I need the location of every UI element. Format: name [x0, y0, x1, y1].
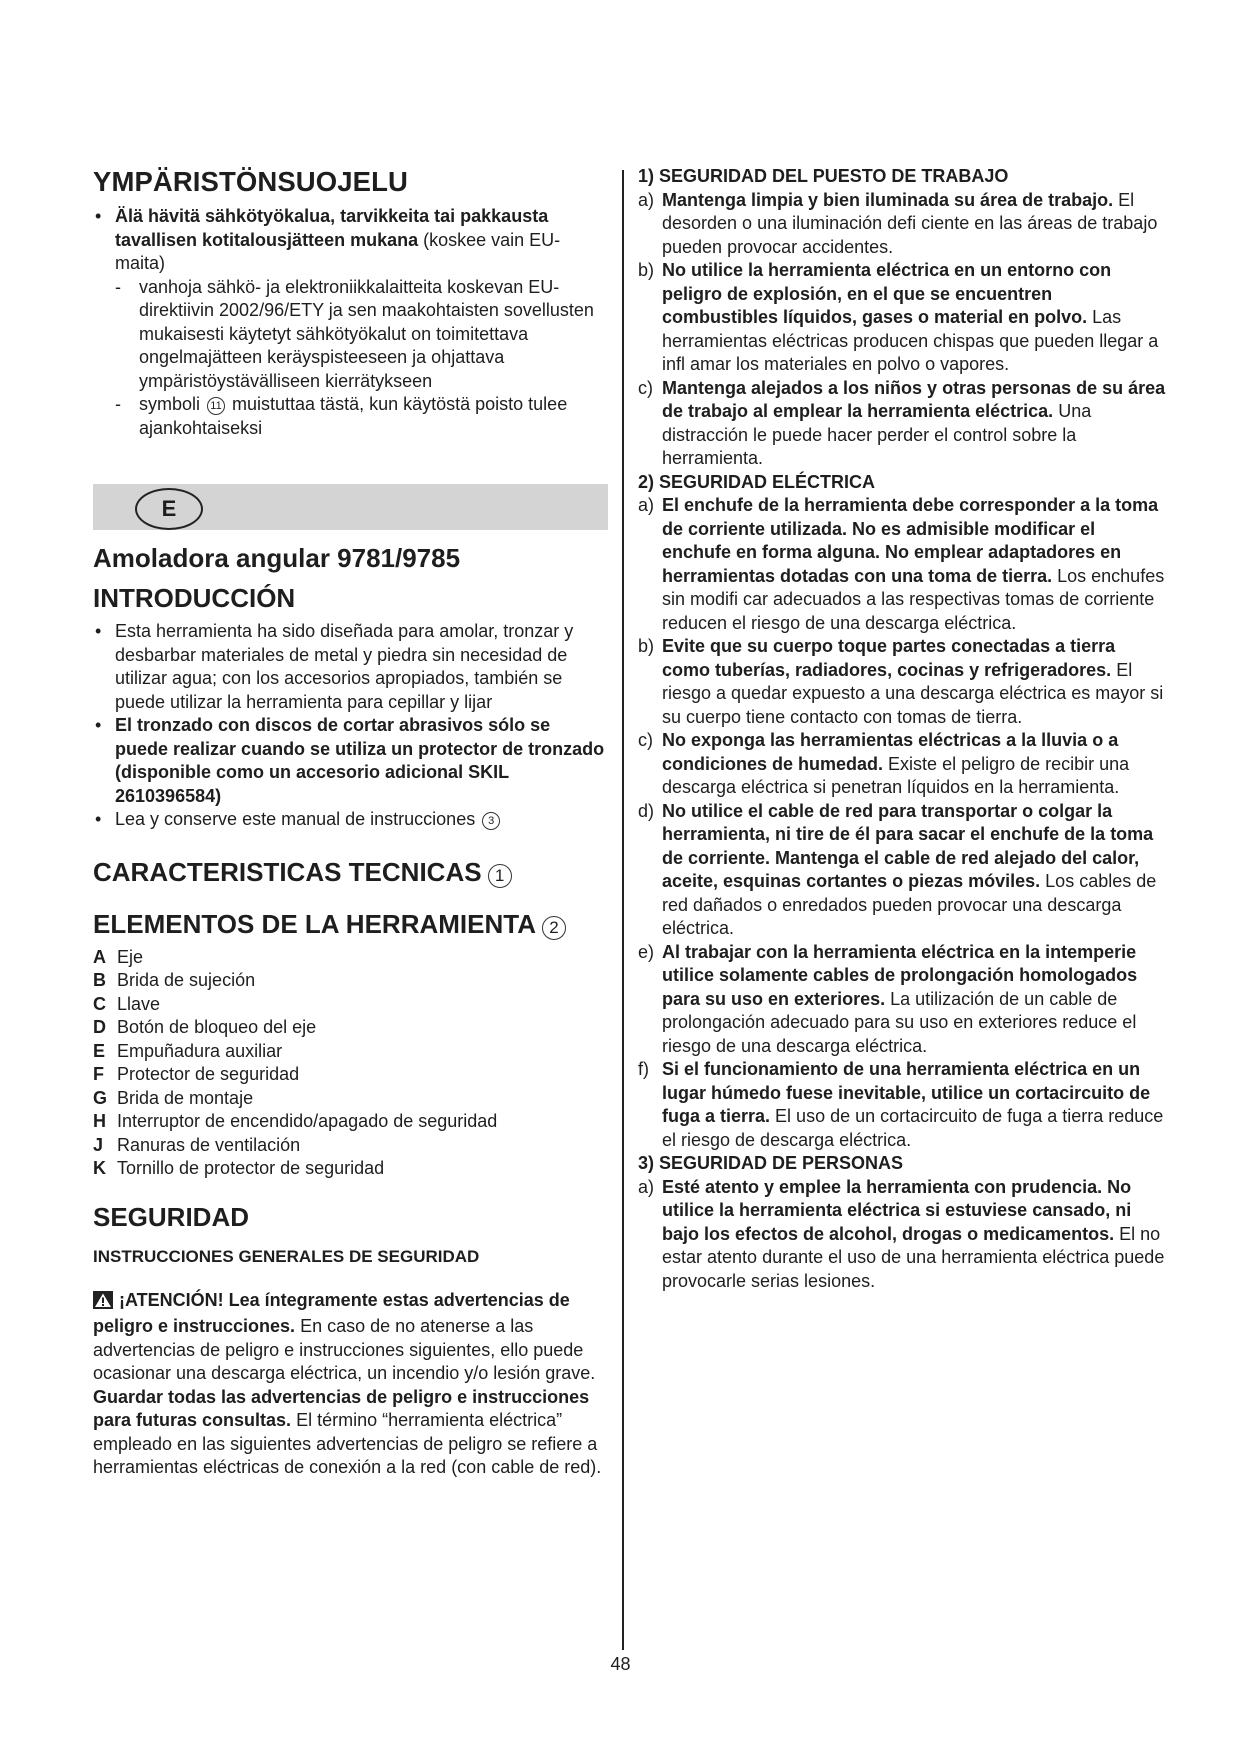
circled-number-icon: 1	[488, 864, 512, 888]
general-safety-heading: INSTRUCCIONES GENERALES DE SEGURIDAD	[93, 1246, 480, 1266]
list-item: G Brida de montaje	[93, 1087, 254, 1108]
column-divider	[622, 170, 624, 1650]
fi-dash-2	[93, 393, 608, 440]
fi-bullet-normal: (koskee vain EU-maita)	[115, 229, 561, 273]
intro-bullet-3-text: Lea y conserve este manual de instrucciones	[115, 809, 481, 829]
tech-heading	[93, 856, 608, 888]
parts-list	[93, 946, 608, 1181]
list-item: c) No exponga las herramientas eléctricas a la lluvia o a condiciones de humedad. Existe el peligro de recibir una descarga eléctrica si penetran líquidos en la herramienta.	[638, 730, 1130, 797]
attention-bold-2: Guardar todas las advertencias de peligro e instrucciones para futuras consultas.	[93, 1386, 590, 1430]
intro-bullet-3	[93, 808, 608, 832]
list-item: K Tornillo de protector de seguridad	[93, 1158, 385, 1178]
language-code-badge: E	[135, 488, 203, 530]
intro-heading: INTRODUCCIÓN	[93, 583, 296, 613]
product-title: Amoladora angular 9781/9785	[93, 543, 461, 573]
dash-mark: -	[115, 276, 121, 297]
language-bar	[93, 484, 608, 530]
bullet-dot: •	[95, 809, 102, 829]
intro-bullet-1	[93, 620, 608, 714]
fi-dash-2-b: muistuttaa tästä, kun käytöstä poisto tulee ajankohtaiseksi	[139, 394, 568, 438]
left-column	[93, 165, 608, 1480]
attention-paragraph	[93, 1289, 608, 1480]
section-heading-2: 2) SEGURIDAD ELÉCTRICA	[638, 471, 876, 492]
fi-dash-2-a: symboli	[139, 394, 206, 414]
list-item: C Llave	[93, 993, 161, 1014]
list-item: B Brida de sujeción	[93, 970, 256, 990]
circled-number-icon: 2	[542, 916, 566, 940]
list-item: c) Mantenga alejados a los niños y otras personas de su área de trabajo al emplear la herramienta eléctrica. Una distracción le puede hacer perder el control sobre la herramienta.	[638, 377, 1166, 468]
list-item: e) Al trabajar con la herramienta eléctrica en la intemperie utilice solamente cables de prolongación homologados para su uso en exteriores. La utilización de un cable de prolongación adecuado para su uso en exteriores reduce el riesgo de una descarga eléctrica.	[638, 941, 1138, 1056]
section-heading-1: 1) SEGURIDAD DEL PUESTO DE TRABAJO	[638, 166, 1009, 186]
circled-number-icon: 3	[482, 812, 500, 830]
list-item: E Empuñadura auxiliar	[93, 1040, 283, 1061]
elements-heading	[93, 908, 608, 940]
tech-heading-text: CARACTERISTICAS TECNICAS	[93, 856, 482, 887]
list-item: D Botón de bloqueo del eje	[93, 1017, 317, 1037]
warning-icon	[93, 1291, 113, 1316]
bullet-dot: •	[95, 206, 102, 226]
page-number: 48	[610, 1654, 631, 1674]
fi-bullet	[93, 205, 608, 276]
list-item: A Eje	[93, 946, 144, 967]
dash-mark: -	[115, 394, 121, 414]
fi-heading: YMPÄRISTÖNSUOJELU	[93, 166, 408, 197]
list-item: b) No utilice la herramienta eléctrica en un entorno con peligro de explosión, en el que se encuentren combustibles líquidos, gases o material en polvo. Las herramientas eléctricas producen chispas que pueden llegar a infl amar los materiales en polvo o vapores.	[638, 260, 1159, 374]
list-item: b) Evite que su cuerpo toque partes conectadas a tierra como tuberías, radiadores, cocinas y refrigeradores. El riesgo a quedar expuesto a una descarga eléctrica es mayor si su cuerpo tiene contacto con tomas de tierra.	[638, 636, 1164, 727]
safety-heading: SEGURIDAD	[93, 1201, 250, 1232]
circled-number-icon: 11	[207, 397, 225, 415]
attention-normal-1: En caso de no atenerse a las advertencias de peligro e instrucciones siguientes, ello puede ocasionar una descarga eléctrica, un incendio y/o lesión grave.	[93, 1316, 596, 1383]
bullet-dot: •	[95, 715, 102, 735]
list-item: a) Esté atento y emplee la herramienta con prudencia. No utilice la herramienta eléctrica si estuviese cansado, ni bajo los efectos de alcohol, drogas o medicamentos. El no estar atento durante el uso de una herramienta eléctrica puede provocarle serias lesiones.	[638, 1176, 1165, 1291]
list-item: J Ranuras de ventilación	[93, 1134, 301, 1155]
list-item: d) No utilice el cable de red para transportar o colgar la herramienta, ni tire de él para sacar el enchufe de la toma de corriente. Mantenga el cable de red alejado del calor, aceite, esquinas cortantes o piezas móviles. Los cables de red dañados o enredados pueden provocar una descarga eléctrica.	[638, 800, 1157, 938]
list-item: F Protector de seguridad	[93, 1064, 300, 1084]
bullet-dot: •	[95, 621, 102, 641]
fi-bullet-bold: Älä hävitä sähkötyökalua, tarvikkeita tai pakkausta tavallisen kotitalousjätteen mukana	[115, 206, 549, 250]
section-heading-3: 3) SEGURIDAD DE PERSONAS	[638, 1153, 904, 1173]
right-column	[638, 165, 1168, 1293]
fi-dash-1	[93, 276, 608, 394]
attention-bold-1: ¡ATENCIÓN! Lea íntegramente estas advertencias de peligro e instrucciones.	[93, 1289, 570, 1336]
list-item: a) El enchufe de la herramienta debe corresponder a la toma de corriente utilizada. No es admisible modificar el enchufe en forma alguna. No emplear adaptadores en herramientas dotadas con una toma de tierra. Los enchufes sin modifi car adecuados a las respectivas tomas de corriente reducen el riesgo de una descarga eléctrica.	[638, 495, 1165, 633]
list-item: f) Si el funcionamiento de una herramienta eléctrica en un lugar húmedo fuese inevitable, utilice un cortacircuito de fuga a tierra. El uso de un cortacircuito de fuga a tierra reduce el riesgo de descarga eléctrica.	[638, 1059, 1164, 1150]
elements-heading-text: ELEMENTOS DE LA HERRAMIENTA	[93, 908, 536, 939]
intro-bullet-2-text: El tronzado con discos de cortar abrasivos sólo se puede realizar cuando se utiliza un protector de tronzado (disponible como un accesorio adicional SKIL 2610396584)	[115, 715, 605, 806]
intro-bullet-2	[93, 714, 608, 808]
list-item: a) Mantenga limpia y bien iluminada su área de trabajo. El desorden o una iluminación defi ciente en las áreas de trabajo pueden provocar accidentes.	[638, 189, 1158, 257]
intro-bullet-1-text: Esta herramienta ha sido diseñada para amolar, tronzar y desbarbar materiales de metal y piedra sin necesidad de utilizar agua; con los accesorios apropiados, también se puede utilizar la herramienta para cepillar y lijar	[115, 621, 574, 712]
attention-normal-2: El término “herramienta eléctrica” empleado en las siguientes advertencias de peligro se refiere a herramientas eléctricas de conexión a la red (con cable de red).	[93, 1410, 602, 1477]
fi-dash-1-text: vanhoja sähkö- ja elektroniikkalaitteita koskevan EU-direktiivin 2002/96/ETY ja sen maakohtaisten sovellusten mukaisesti käytetyt sähkötyökalut on toimitettava ongelmajätteen keräyspisteeseen ja ohjattava ympäristöystävälliseen kierrätykseen	[139, 276, 594, 391]
list-item: H Interruptor de encendido/apagado de seguridad	[93, 1111, 498, 1131]
